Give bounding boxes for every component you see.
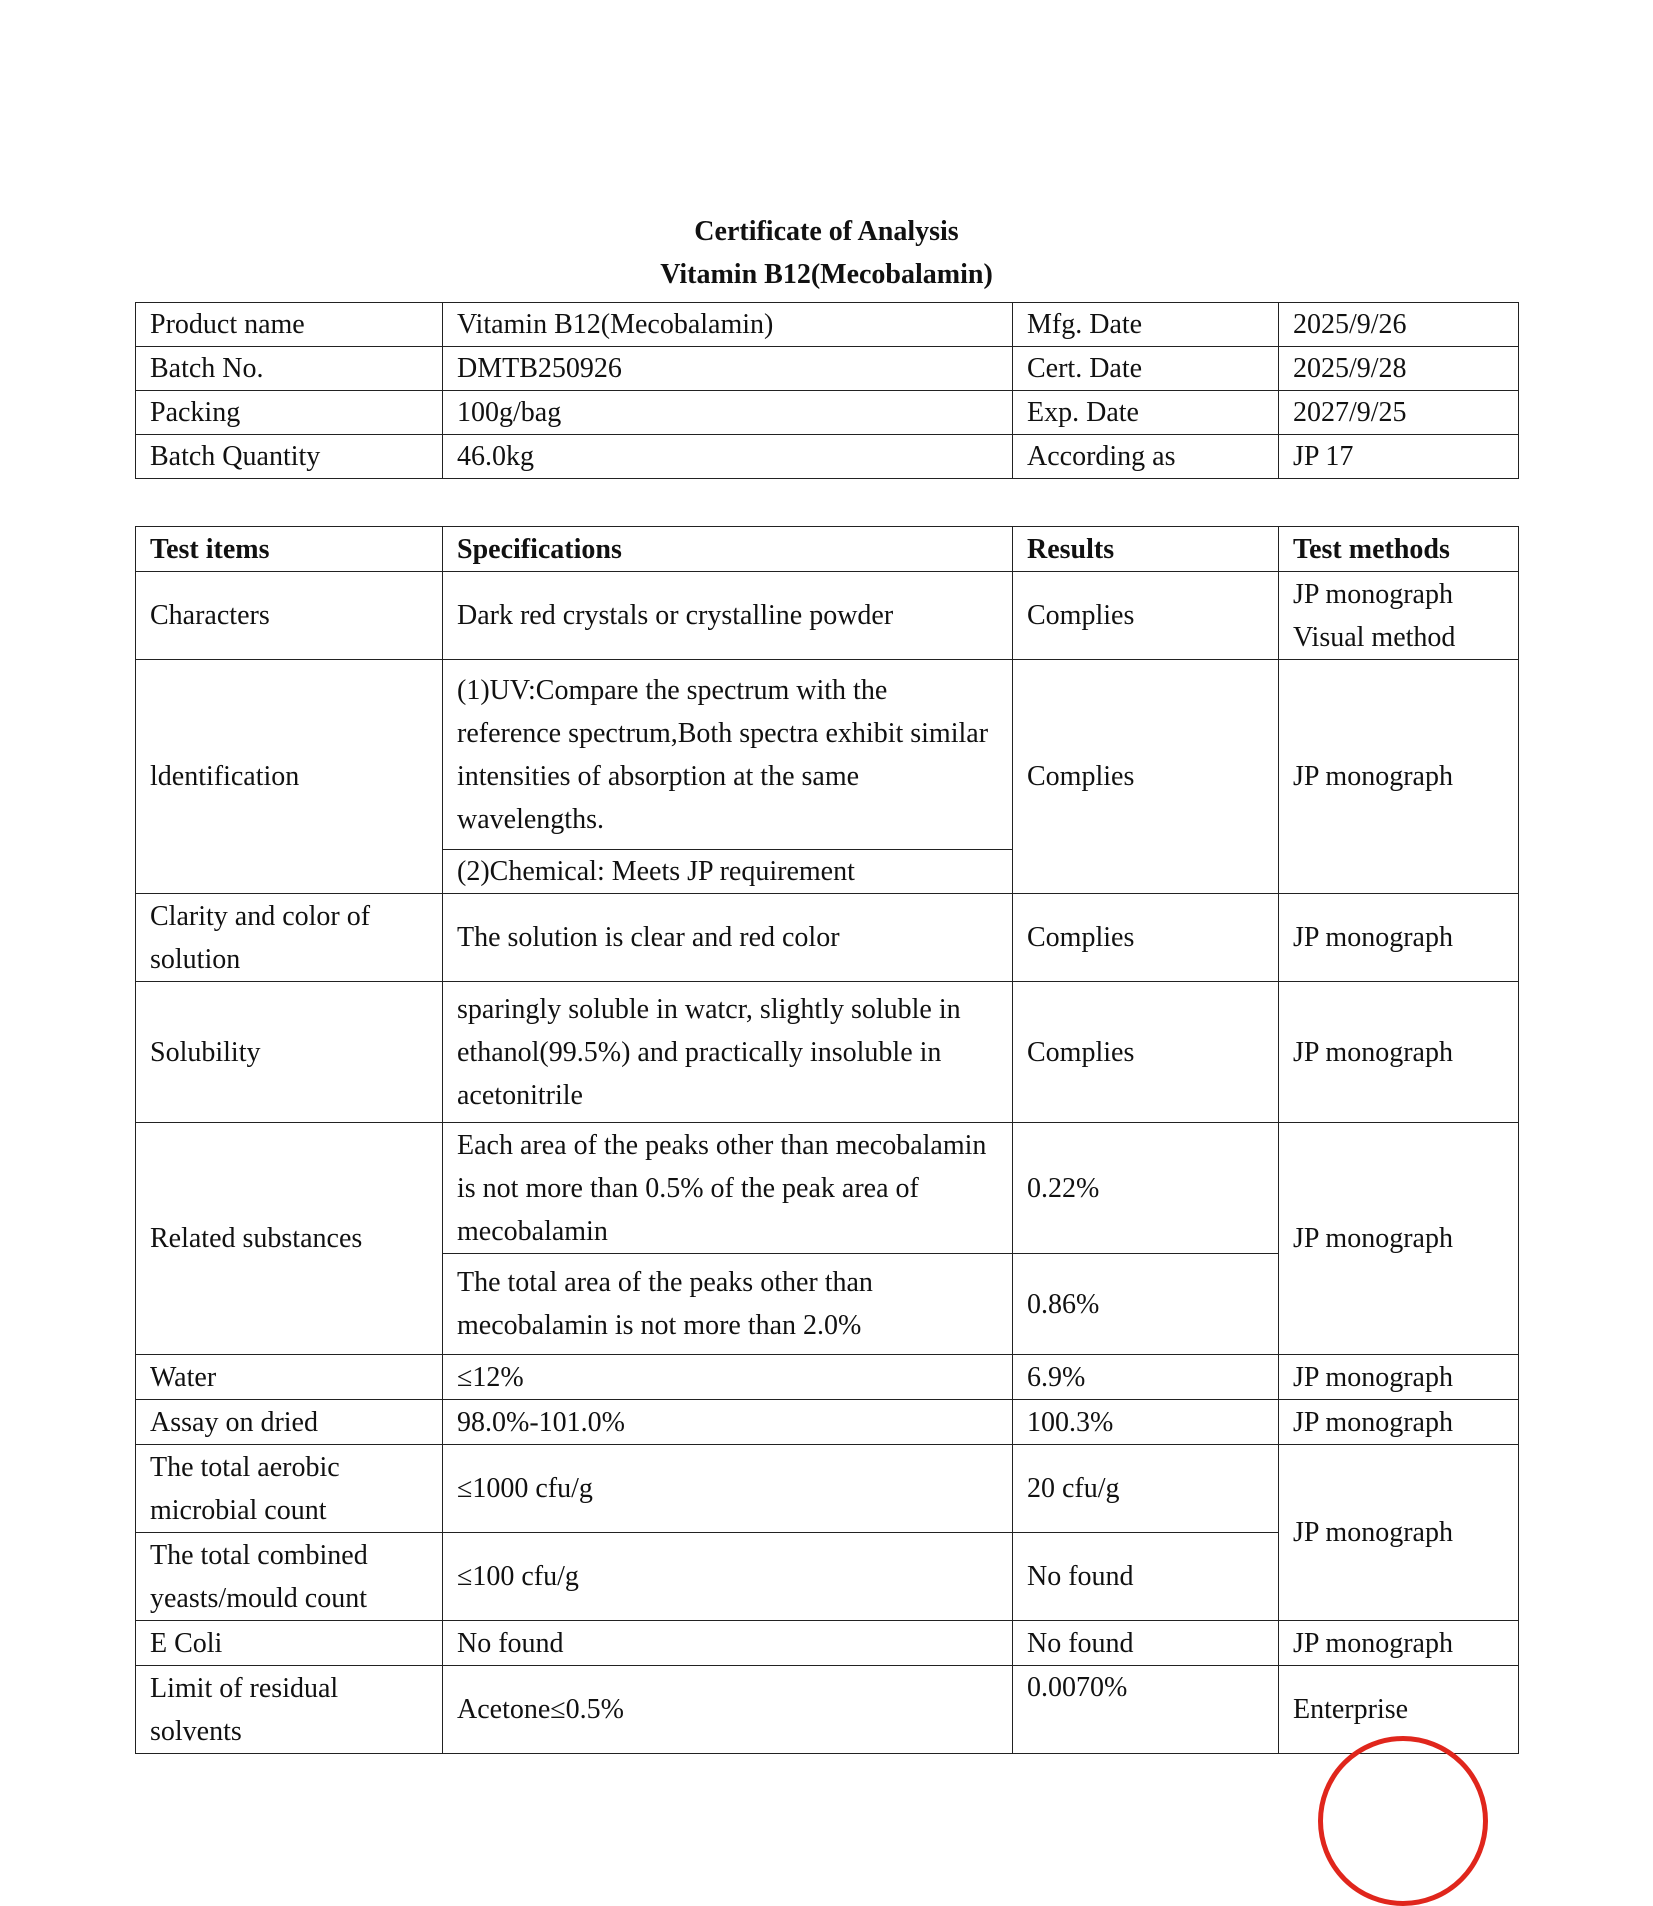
- specification: No found: [443, 1621, 1013, 1666]
- test-item: The total aerobic microbial count: [136, 1445, 443, 1533]
- info-label: Batch Quantity: [136, 435, 443, 479]
- table-row-related-substances: [136, 1123, 1519, 1254]
- info-value: DMTB250926: [443, 347, 1013, 391]
- table-row-identification: [136, 660, 1519, 850]
- result: 6.9%: [1013, 1355, 1279, 1400]
- product-info-table: [135, 302, 1519, 479]
- test-item: ldentification: [136, 660, 443, 894]
- result: Complies: [1013, 982, 1279, 1123]
- column-header-specifications: Specifications: [443, 527, 1013, 572]
- info-row: [136, 435, 1519, 479]
- specification: (1)UV:Compare the spectrum with the reference spectrum,Both spectra exhibit similar intensities of absorption at the same wavelengths.: [443, 660, 1013, 850]
- specification: ≤1000 cfu/g: [443, 1445, 1013, 1533]
- test-item: Solubility: [136, 982, 443, 1123]
- result: 100.3%: [1013, 1400, 1279, 1445]
- product-subtitle: Vitamin B12(Mecobalamin): [660, 259, 993, 290]
- info-value: Vitamin B12(Mecobalamin): [443, 303, 1013, 347]
- column-header-test-items: Test items: [136, 527, 443, 572]
- info-label: Mfg. Date: [1013, 303, 1279, 347]
- test-method-line: JP monograph: [1293, 578, 1453, 610]
- table-row-clarity: [136, 894, 1519, 982]
- result: Complies: [1013, 572, 1279, 660]
- table-row-e-coli: [136, 1621, 1519, 1666]
- result: No found: [1013, 1621, 1279, 1666]
- info-value: 46.0kg: [443, 435, 1013, 479]
- info-label: Cert. Date: [1013, 347, 1279, 391]
- info-label: Batch No.: [136, 347, 443, 391]
- table-row-characters: [136, 572, 1519, 660]
- info-row: [136, 303, 1519, 347]
- info-value: JP 17: [1279, 435, 1519, 479]
- document-title: Certificate of Analysis: [694, 216, 959, 247]
- info-value: 100g/bag: [443, 391, 1013, 435]
- info-label: According as: [1013, 435, 1279, 479]
- info-value: 2025/9/26: [1279, 303, 1519, 347]
- specification: The solution is clear and red color: [443, 894, 1013, 982]
- specification: ≤12%: [443, 1355, 1013, 1400]
- test-method: JP monograph: [1279, 1621, 1519, 1666]
- test-method-line: Visual method: [1293, 621, 1456, 653]
- test-method: JP monograph: [1279, 982, 1519, 1123]
- test-item: E Coli: [136, 1621, 443, 1666]
- result: 0.0070%: [1013, 1666, 1279, 1754]
- test-item: Related substances: [136, 1123, 443, 1355]
- test-method: JP monograph: [1279, 660, 1519, 894]
- info-value: 2025/9/28: [1279, 347, 1519, 391]
- test-item: The total combined yeasts/mould count: [136, 1533, 443, 1621]
- test-method: JP monograph: [1279, 894, 1519, 982]
- test-results-table: [135, 526, 1519, 1754]
- table-row-residual-solvents: [136, 1666, 1519, 1754]
- test-item: Characters: [136, 572, 443, 660]
- test-item: Assay on dried: [136, 1400, 443, 1445]
- test-method: Enterprise: [1279, 1666, 1519, 1754]
- test-method: JP monograph: [1279, 1400, 1519, 1445]
- test-method: JP monograph: [1279, 1123, 1519, 1355]
- info-label: Exp. Date: [1013, 391, 1279, 435]
- specification: (2)Chemical: Meets JP requirement: [443, 850, 1013, 894]
- company-seal-stamp: [1318, 1736, 1488, 1906]
- result: 0.22%: [1013, 1123, 1279, 1254]
- info-label: Packing: [136, 391, 443, 435]
- info-label: Product name: [136, 303, 443, 347]
- specification: Acetone≤0.5%: [443, 1666, 1013, 1754]
- result: Complies: [1013, 660, 1279, 894]
- result: 0.86%: [1013, 1254, 1279, 1355]
- table-row-aerobic-count: [136, 1445, 1519, 1533]
- column-header-test-methods: Test methods: [1279, 527, 1519, 572]
- table-row-water: [136, 1355, 1519, 1400]
- result: Complies: [1013, 894, 1279, 982]
- table-row-assay: [136, 1400, 1519, 1445]
- specification: The total area of the peaks other than mecobalamin is not more than 2.0%: [443, 1254, 1013, 1355]
- specification: sparingly soluble in watcr, slightly soluble in ethanol(99.5%) and practically insoluble in acetonitrile: [443, 982, 1013, 1123]
- test-method: [1279, 572, 1519, 660]
- info-row: [136, 347, 1519, 391]
- test-method: JP monograph: [1279, 1445, 1519, 1621]
- specification: 98.0%-101.0%: [443, 1400, 1013, 1445]
- test-method: JP monograph: [1279, 1355, 1519, 1400]
- result: No found: [1013, 1533, 1279, 1621]
- test-item: Limit of residual solvents: [136, 1666, 443, 1754]
- info-row: [136, 391, 1519, 435]
- test-item: Clarity and color of solution: [136, 894, 443, 982]
- table-row-solubility: [136, 982, 1519, 1123]
- header-row: [136, 527, 1519, 572]
- specification: Each area of the peaks other than mecobalamin is not more than 0.5% of the peak area of mecobalamin: [443, 1123, 1013, 1254]
- info-value: 2027/9/25: [1279, 391, 1519, 435]
- specification: Dark red crystals or crystalline powder: [443, 572, 1013, 660]
- column-header-results: Results: [1013, 527, 1279, 572]
- specification: ≤100 cfu/g: [443, 1533, 1013, 1621]
- result: 20 cfu/g: [1013, 1445, 1279, 1533]
- test-item: Water: [136, 1355, 443, 1400]
